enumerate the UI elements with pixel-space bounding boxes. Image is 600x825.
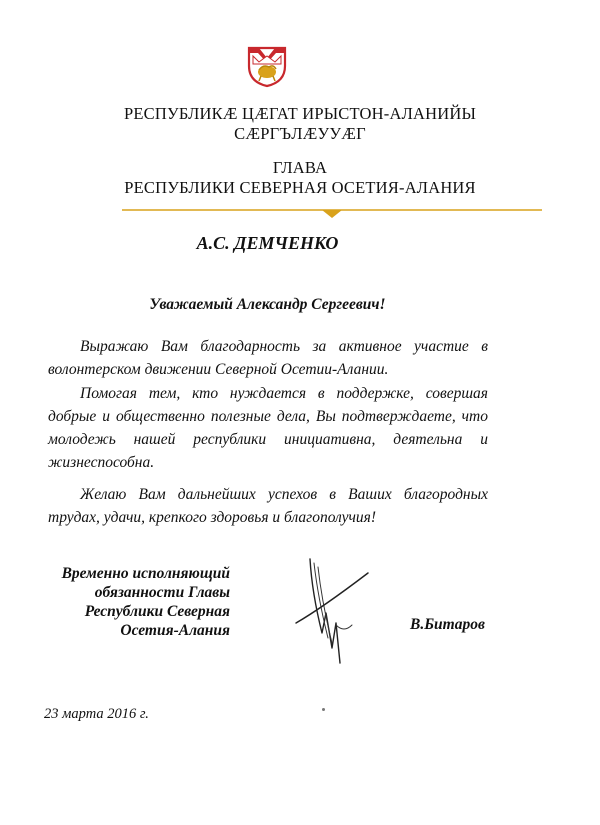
header-head-ossetian: СÆРГЪЛÆУУÆГ (234, 124, 366, 143)
greeting: Уважаемый Александр Сергеевич! (149, 296, 386, 313)
header-head-russian: ГЛАВА (272, 158, 328, 177)
signatory-position (44, 564, 230, 640)
handwritten-signature-icon (292, 553, 372, 668)
coat-of-arms-icon (245, 44, 289, 88)
signatory-name: В.Битаров (410, 616, 485, 633)
position-line: Осетия-Алания (120, 622, 230, 639)
position-line: Республики Северная (84, 603, 230, 620)
position-line: обязанности Главы (94, 584, 230, 601)
paragraph-gratitude: Выражаю Вам благодарность за активное участие в волонтерском движении Северной Осетии-Алании. (48, 338, 488, 378)
recipient-name: А.С. ДЕМЧЕНКО (196, 233, 339, 253)
header-republic-ossetian: РЕСПУБЛИКӔ ЦӔГАТ ИРЫСТОН-АЛАНИЙЫ (123, 104, 477, 123)
header-republic-russian: РЕСПУБЛИКИ СЕВЕРНАЯ ОСЕТИЯ-АЛАНИЯ (124, 178, 476, 197)
paper-speck (322, 708, 325, 711)
paragraph-support: Помогая тем, кто нуждается в поддержке, совершая добрые и общественно полезные дела, Вы подтверждаете, что молодежь нашей республики инициативна, деятельна и жизнеспособна. (48, 385, 488, 471)
letter-date: 23 марта 2016 г. (44, 706, 149, 722)
paragraph-wishes: Желаю Вам дальнейших успехов в Ваших благородных трудах, удачи, крепкого здоровья и благополучия! (48, 486, 488, 526)
header-divider (122, 206, 542, 220)
position-line: Временно исполняющий (61, 565, 230, 582)
